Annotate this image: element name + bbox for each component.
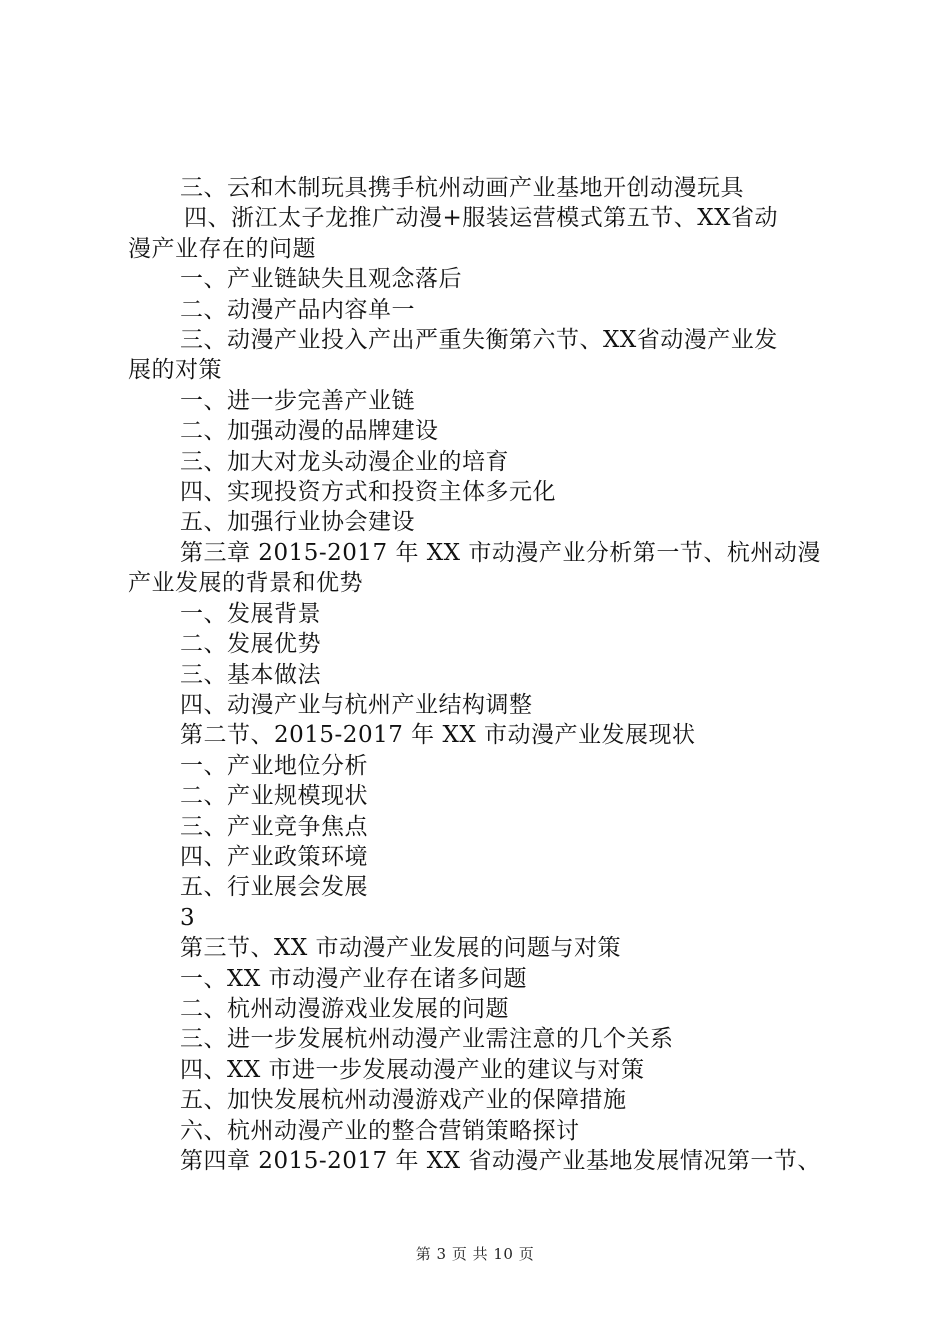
chapter-heading-line: 第四章 2015-2017 年 XX 省动漫产业基地发展情况第一节、 <box>180 1148 821 1174</box>
text-line: 一、产业地位分析 <box>180 752 368 779</box>
text-line: 四、XX 市进一步发展动漫产业的建议与对策 <box>180 1056 645 1083</box>
text-line: 二、产业规模现状 <box>180 783 368 810</box>
text-line: 三、动漫产业投入产出严重失衡第六节、XX省动漫产业发 <box>180 327 778 354</box>
text-line: 四、动漫产业与杭州产业结构调整 <box>180 691 533 718</box>
text-line: 三、加大对龙头动漫企业的培育 <box>180 448 509 475</box>
text-line: 一、发展背景 <box>180 600 321 627</box>
text-line: 漫产业存在的问题 <box>128 235 316 262</box>
text-line: 五、加强行业协会建设 <box>180 509 415 536</box>
section-heading-line: 第二节、2015-2017 年 XX 市动漫产业发展现状 <box>180 722 696 749</box>
document-body <box>128 173 836 1176</box>
text-line: 四、浙江太子龙推广动漫+服装运营模式第五节、XX省动 <box>184 205 779 232</box>
text-line: 三、基本做法 <box>180 661 321 688</box>
text-line: 一、XX 市动漫产业存在诸多问题 <box>180 965 528 992</box>
text-line: 二、动漫产品内容单一 <box>180 296 415 323</box>
text-line: 三、进一步发展杭州动漫产业需注意的几个关系 <box>180 1026 674 1053</box>
text-line: 六、杭州动漫产业的整合营销策略探讨 <box>180 1117 580 1144</box>
text-line: 二、杭州动漫游戏业发展的问题 <box>180 995 509 1022</box>
page-footer: 第 3 页 共 10 页 <box>415 1245 535 1263</box>
text-line: 一、进一步完善产业链 <box>180 387 415 414</box>
text-line: 四、实现投资方式和投资主体多元化 <box>180 479 556 506</box>
chapter-heading-line: 第三章 2015-2017 年 XX 市动漫产业分析第一节、杭州动漫 <box>180 539 821 566</box>
text-line: 一、产业链缺失且观念落后 <box>180 266 462 293</box>
text-line: 展的对策 <box>128 357 222 384</box>
text-line: 二、加强动漫的品牌建设 <box>180 418 439 445</box>
page-number-inline: 3 <box>180 904 196 931</box>
section-heading-line: 第三节、XX 市动漫产业发展的问题与对策 <box>180 935 622 962</box>
text-line: 产业发展的背景和优势 <box>128 570 363 597</box>
text-line: 三、产业竞争焦点 <box>180 813 368 840</box>
text-line: 四、产业政策环境 <box>180 843 368 870</box>
text-line: 二、发展优势 <box>180 631 321 658</box>
text-line: 五、行业展会发展 <box>180 874 368 901</box>
text-line: 三、云和木制玩具携手杭州动画产业基地开创动漫玩具 <box>180 175 744 201</box>
text-line: 五、加快发展杭州动漫游戏产业的保障措施 <box>180 1087 627 1114</box>
